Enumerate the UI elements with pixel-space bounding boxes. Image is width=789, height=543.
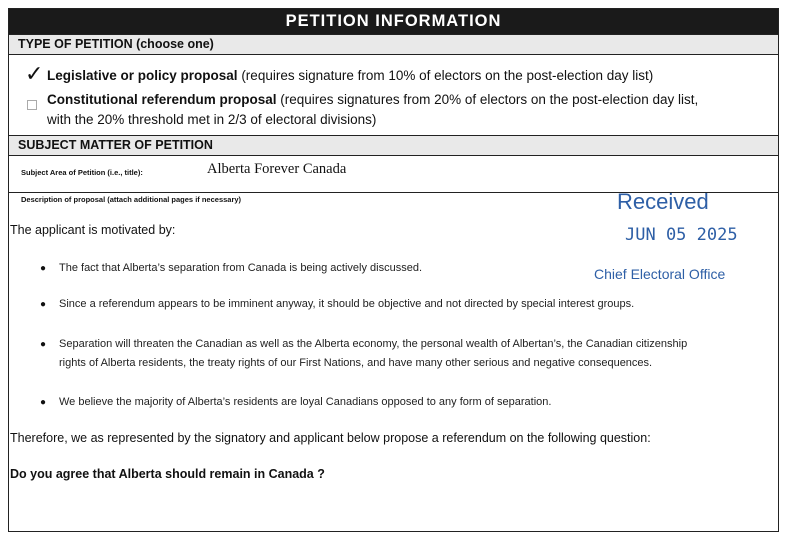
bullet-2: Since a referendum appears to be imminent anyway, it should be objective and not directed by special interest groups. [59,298,635,310]
stamp-office: Chief Electoral Office [594,266,726,282]
stamp-date: JUN 05 2025 [625,225,738,245]
bullet-dot-icon: ● [40,299,47,310]
description-intro: The applicant is motivated by: [10,223,176,237]
option-legislative-label: Legislative or policy proposal [47,68,238,83]
option-constitutional-detail: (requires signatures from 20% of electors on the post-election day list, [276,92,699,107]
subject-area-label: Subject Area of Petition (i.e., title): [21,168,143,177]
bullet-dot-icon: ● [40,397,47,408]
subject-area-value[interactable]: Alberta Forever Canada [207,161,347,177]
option-constitutional-label: Constitutional referendum proposal [47,92,277,107]
referendum-question: Do you agree that Alberta should remain in Canada ? [10,467,325,481]
bullet-1: The fact that Alberta’s separation from Canada is being actively discussed. [59,262,422,274]
stamp-received: Received [617,189,709,214]
checkbox-constitutional[interactable] [27,100,37,110]
bullet-dot-icon: ● [40,263,47,274]
bullet-dot-icon: ● [40,339,47,350]
subject-matter-heading: SUBJECT MATTER OF PETITION [9,135,778,156]
checkmark-icon: ✓ [25,62,44,87]
option-legislative[interactable] [47,67,653,85]
closing-statement: Therefore, we as represented by the signatory and applicant below propose a referendum on the following question: [10,431,651,445]
option-constitutional[interactable] [47,91,698,109]
form-title: PETITION INFORMATION [9,9,778,34]
type-of-petition-heading: TYPE OF PETITION (choose one) [9,34,778,55]
description-label: Description of proposal (attach additional pages if necessary) [21,195,242,204]
option-constitutional-detail-2: with the 20% threshold met in 2/3 of electoral divisions) [47,112,377,127]
petition-form [8,8,779,532]
option-legislative-detail: (requires signature from 10% of electors on the post-election day list) [237,68,654,83]
bullet-4: We believe the majority of Alberta’s residents are loyal Canadians opposed to any form of separation. [59,396,552,408]
bullet-3-line-1: Separation will threaten the Canadian as well as the Alberta economy, the personal wealth of Albertan’s, the Canadian citizenship [59,338,688,350]
bullet-3-line-2: rights of Alberta residents, the treaty rights of our First Nations, and have many other serious and negative consequences. [59,357,653,369]
